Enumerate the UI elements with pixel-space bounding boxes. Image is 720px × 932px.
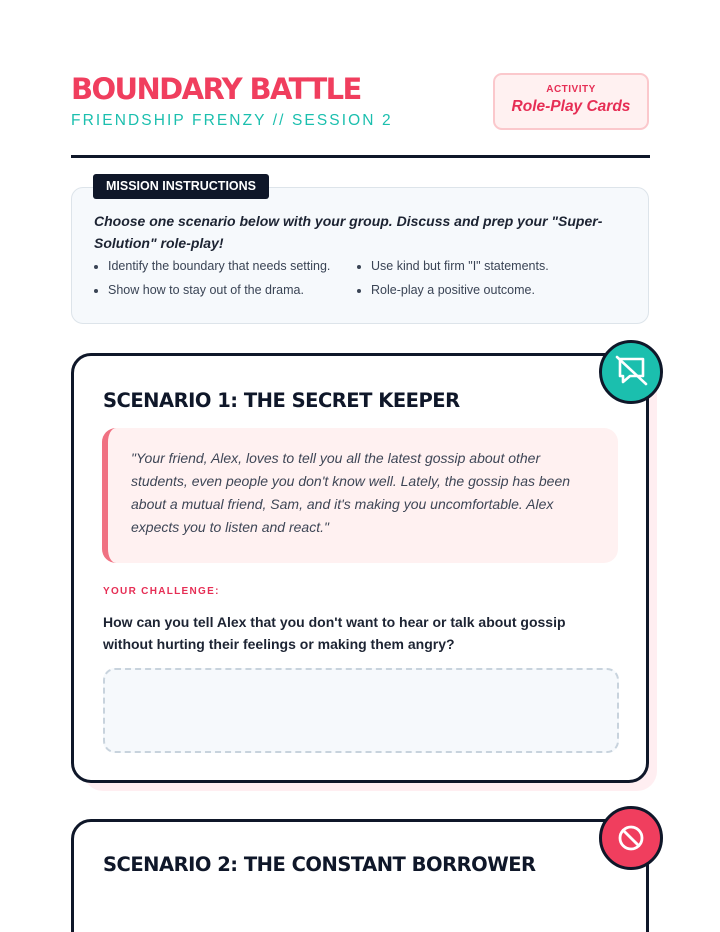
mission-tag: MISSION INSTRUCTIONS	[93, 174, 269, 199]
header-divider	[71, 155, 650, 158]
page-title: BOUNDARY BATTLE	[71, 72, 361, 106]
mission-text: Choose one scenario below with your group. Discuss and prep your "Super-Solution" role-play!	[94, 213, 603, 251]
scenario-title: SCENARIO 2: THE CONSTANT BORROWER	[103, 853, 536, 876]
scenario-quote: "Your friend, Alex, loves to tell you all the latest gossip about other students, even people you don't know well. Lately, the gossip has been about a mutual friend, Sam, and it's making you uncomfortable. Alex expects you to listen and react."	[102, 428, 618, 563]
activity-value: Role-Play Cards	[511, 98, 631, 115]
prohibited-icon	[599, 806, 663, 870]
page-subtitle: FRIENDSHIP FRENZY // SESSION 2	[71, 112, 393, 129]
challenge-label: YOUR CHALLENGE:	[103, 586, 220, 597]
mission-instructions-box	[71, 187, 649, 324]
speech-bubble-slash-icon	[599, 340, 663, 404]
page-header	[71, 70, 649, 130]
mission-item: Show how to stay out of the drama.	[94, 283, 304, 297]
mission-item: Identify the boundary that needs setting.	[94, 259, 330, 273]
activity-badge	[493, 73, 649, 130]
scenario-title: SCENARIO 1: THE SECRET KEEPER	[103, 389, 460, 412]
activity-label: ACTIVITY	[546, 84, 596, 95]
challenge-question: How can you tell Alex that you don't want to hear or talk about gossip without hurting their feelings or making them angry?	[103, 614, 566, 652]
answer-area[interactable]	[103, 668, 619, 753]
scenario-card-1	[71, 353, 649, 783]
mission-item: Use kind but firm "I" statements.	[357, 259, 549, 273]
scenario-card-2	[71, 819, 649, 932]
mission-item: Role-play a positive outcome.	[357, 283, 535, 297]
